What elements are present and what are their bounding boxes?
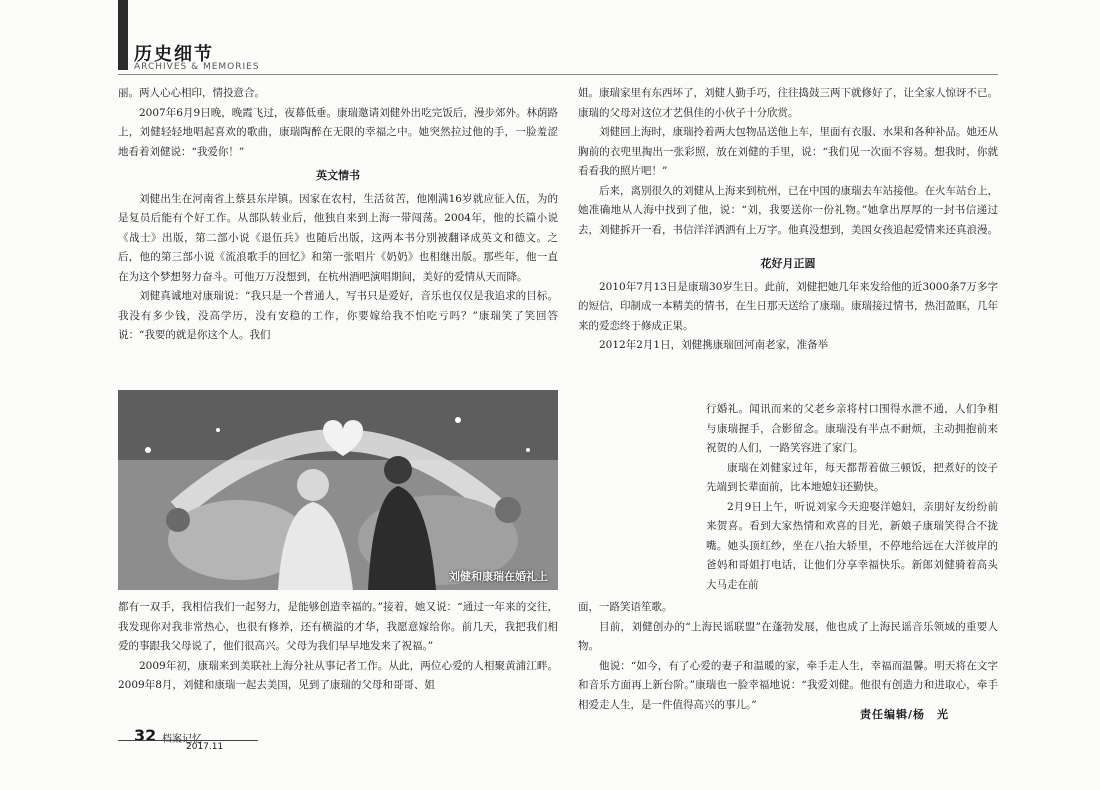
paragraph: 2010年7月13日是康瑞30岁生日。此前，刘健把她几年来发给他的近3000条7万多字的短信，印制成一本精美的情书，在生日那天送给了康瑞。康瑞接过情书，热泪盈眶，几年来的爱恋终于修成正果。 [578, 280, 998, 332]
paragraph: 2月9日上午，听说刘家今天迎娶洋媳妇，亲朋好友纷纷前来贺喜。看到大家热情和欢喜的目光，新娘子康瑞笑得合不拢嘴。她头顶红纱，坐在八抬大轿里，不停地给远在大洋彼岸的爸妈和哥姐打电话，让他们分享幸福快乐。新郎刘健骑着高头大马走在前 [706, 500, 998, 591]
page-number: 32 [134, 726, 157, 745]
paragraph: 面，一路笑语笙歌。 [578, 601, 673, 613]
responsible-editor: 责任编辑/杨 光 [860, 708, 950, 721]
wedding-photo-graphic [118, 390, 558, 590]
paragraph: 后来，离别很久的刘健从上海来到杭州，已在中国的康瑞去车站接他。在火车站台上，她准确地从人海中找到了他，说：“刘，我要送你一份礼物。”她拿出厚厚的一封书信递过去，刘健拆开一看，书信洋洋洒洒有上万字。他真没想到，美国女孩追起爱情来还真浪漫。 [578, 184, 998, 236]
magazine-name: 档案记忆 [162, 734, 202, 745]
article-column-1 [118, 84, 558, 346]
wedding-photo [118, 390, 558, 590]
issue-date: 2017.11 [186, 742, 224, 752]
article-column-2 [578, 84, 998, 356]
paragraph: 2007年6月9日晚，晚霞飞过，夜幕低垂。康瑞邀请刘健外出吃完饭后，漫步郊外。林荫路上，刘健轻轻地唱起喜欢的歌曲，康瑞陶醉在无限的幸福之中。她突然拉过他的手，一脸羞涩地看着刘健说：“我爱你！” [118, 106, 558, 158]
paragraph: 刘健出生在河南省上蔡县东岸镇。因家在农村，生活贫苦，他刚满16岁就应征入伍，为的是复员后能有个好工作。从部队转业后，他独自来到上海一带闯荡。2004年，他的长篇小说《战士》出版，第二部小说《退伍兵》也随后出版，这两本书分别被翻译成英文和德文。之后，他的第三部小说《流浪歌手的回忆》和第一张唱片《奶奶》也相继出版。那些年，他一直在为这个梦想努力奋斗。可他万万没想到，在杭州酒吧演唱期间，美好的爱情从天而降。 [118, 192, 558, 283]
subheading-english-love-letter: 英文情书 [316, 169, 360, 182]
paragraph: 目前，刘健创办的“上海民谣联盟”在蓬勃发展，他也成了上海民谣音乐领域的重要人物。 [578, 620, 998, 652]
paragraph: 他说：“如今，有了心爱的妻子和温暖的家，牵手走人生，幸福而温馨。明天将在文字和音乐方面再上新台阶。”康瑞也一脸幸福地说：“我爱刘健。他很有创造力和进取心，牵手相爱走人生，是一件值得高兴的事儿。” [578, 659, 998, 711]
article-column-2-bottom [578, 598, 998, 715]
paragraph: 刘健回上海时，康瑞拎着两大包物品送他上车，里面有衣服、水果和各种补品。她还从胸前的衣兜里掏出一张彩照，放在刘健的手里，说：“我们见一次面不容易。想我时，你就看看我的照片吧！” [578, 126, 998, 177]
paragraph: 姐。康瑞家里有东西坏了，刘健人勤手巧，往往捣鼓三两下就修好了，让全家人惊讶不已。康瑞的父母对这位才艺俱佳的小伙子十分欣赏。 [578, 87, 998, 119]
section-title: 历史细节 [134, 44, 214, 65]
photo-caption: 刘健和康瑞在婚礼上 [449, 570, 548, 583]
article-column-1-bottom [118, 598, 558, 696]
paragraph: 丽。两人心心相印，情投意合。 [118, 87, 265, 99]
paragraph: 刘健真诚地对康瑞说：“我只是一个普通人，写书只是爱好，音乐也仅仅是我追求的目标。我没有多少钱，没高学历，没有安稳的工作，你要嫁给我不怕吃亏吗？”康瑞笑了笑回答说：“我要的就是你这个人。我们 [118, 290, 558, 341]
section-subtitle: ARCHIVES & MEMORIES [134, 62, 260, 72]
subheading-flowers-moon: 花好月正圆 [760, 257, 816, 270]
paragraph: 行婚礼。闻讯而来的父老乡亲将村口围得水泄不通，人们争相与康瑞握手，合影留念。康瑞没有半点不耐烦，主动拥抱前来祝贺的人们，一路笑容进了家门。 [706, 403, 998, 454]
paragraph: 康瑞在刘健家过年，每天都帮着做三顿饭，把煮好的饺子先端到长辈面前，比本地媳妇还勤快。 [706, 461, 998, 493]
header-rule [118, 74, 998, 75]
header-side-bar [118, 0, 128, 70]
paragraph: 2012年2月1日，刘健携康瑞回河南老家，准备举 [599, 339, 829, 351]
paragraph: 2009年初，康瑞来到美联社上海分社从事记者工作。从此，两位心爱的人相聚黄浦江畔。2009年8月，刘健和康瑞一起去美国，见到了康瑞的父母和哥哥、姐 [118, 659, 558, 691]
article-column-2-wrap [706, 400, 998, 595]
paragraph: 都有一双手，我相信我们一起努力，是能够创造幸福的。”接着，她又说：“通过一年来的交往，我发现你对我非常热心，也很有修养，还有横溢的才华，我愿意嫁给你。前几天，我把我们相爱的事跟我父母说了，他们很高兴。父母为我们早早地发来了祝福。” [118, 601, 558, 652]
footer-rule [118, 740, 258, 741]
